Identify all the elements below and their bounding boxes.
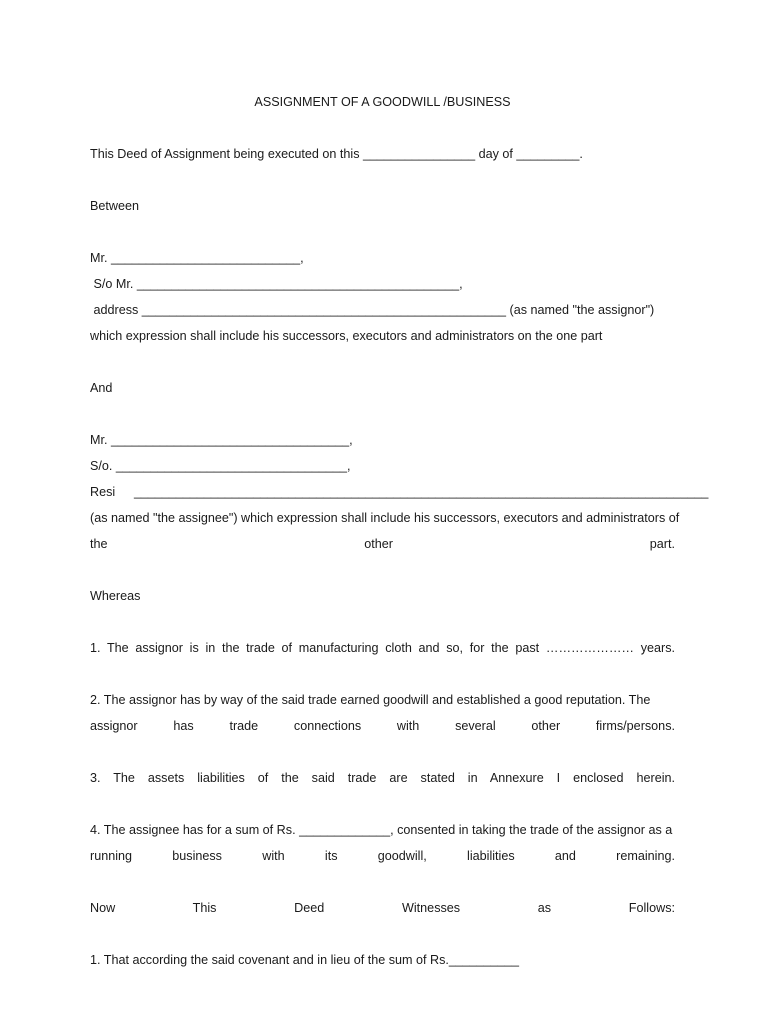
- whereas-label: Whereas: [90, 589, 141, 603]
- assignee-father-line: S/o. _________________________________,: [90, 459, 351, 473]
- assignor-father-line: S/o Mr. ______________________________________________,: [90, 277, 463, 291]
- assignor-clause: which expression shall include his successors, executors and administrators on the one part: [90, 329, 603, 343]
- assignee-name-line: Mr. __________________________________,: [90, 433, 353, 447]
- recital-1: 1. The assignor is in the trade of manufacturing cloth and so, for the past ………………… years.: [90, 641, 675, 655]
- assignee-resi-line: __________________________________________________________________________________: [134, 485, 709, 499]
- assignee-resi-label: Resi: [90, 485, 116, 499]
- assignor-name-line: Mr. ___________________________,: [90, 251, 304, 265]
- recital-2-line2: assignor has trade connections with several other firms/persons.: [90, 719, 675, 733]
- assignee-clause-line2: the other part.: [90, 537, 675, 551]
- assignor-address-line: address ____________________________________________________ (as named "the assignor"): [90, 303, 655, 317]
- recital-2-line1: 2. The assignor has by way of the said trade earned goodwill and established a good reputation. The: [90, 693, 651, 707]
- intro-line: This Deed of Assignment being executed on this ________________ day of _________.: [90, 147, 583, 161]
- document-title: ASSIGNMENT OF A GOODWILL /BUSINESS: [254, 95, 511, 109]
- recital-4-line2: running business with its goodwill, liabilities and remaining.: [90, 849, 675, 863]
- and-label: And: [90, 381, 113, 395]
- witnesses-heading: Now This Deed Witnesses as Follows:: [90, 901, 675, 915]
- assignee-clause-line1: (as named "the assignee") which expression shall include his successors, executors and administrators of: [90, 511, 680, 525]
- recital-3: 3. The assets liabilities of the said trade are stated in Annexure I enclosed herein.: [90, 771, 675, 785]
- covenant-1: 1. That according the said covenant and in lieu of the sum of Rs.__________: [90, 953, 519, 967]
- recital-4-line1: 4. The assignee has for a sum of Rs. _____________, consented in taking the trade of the assignor as a: [90, 823, 673, 837]
- between-label: Between: [90, 199, 140, 213]
